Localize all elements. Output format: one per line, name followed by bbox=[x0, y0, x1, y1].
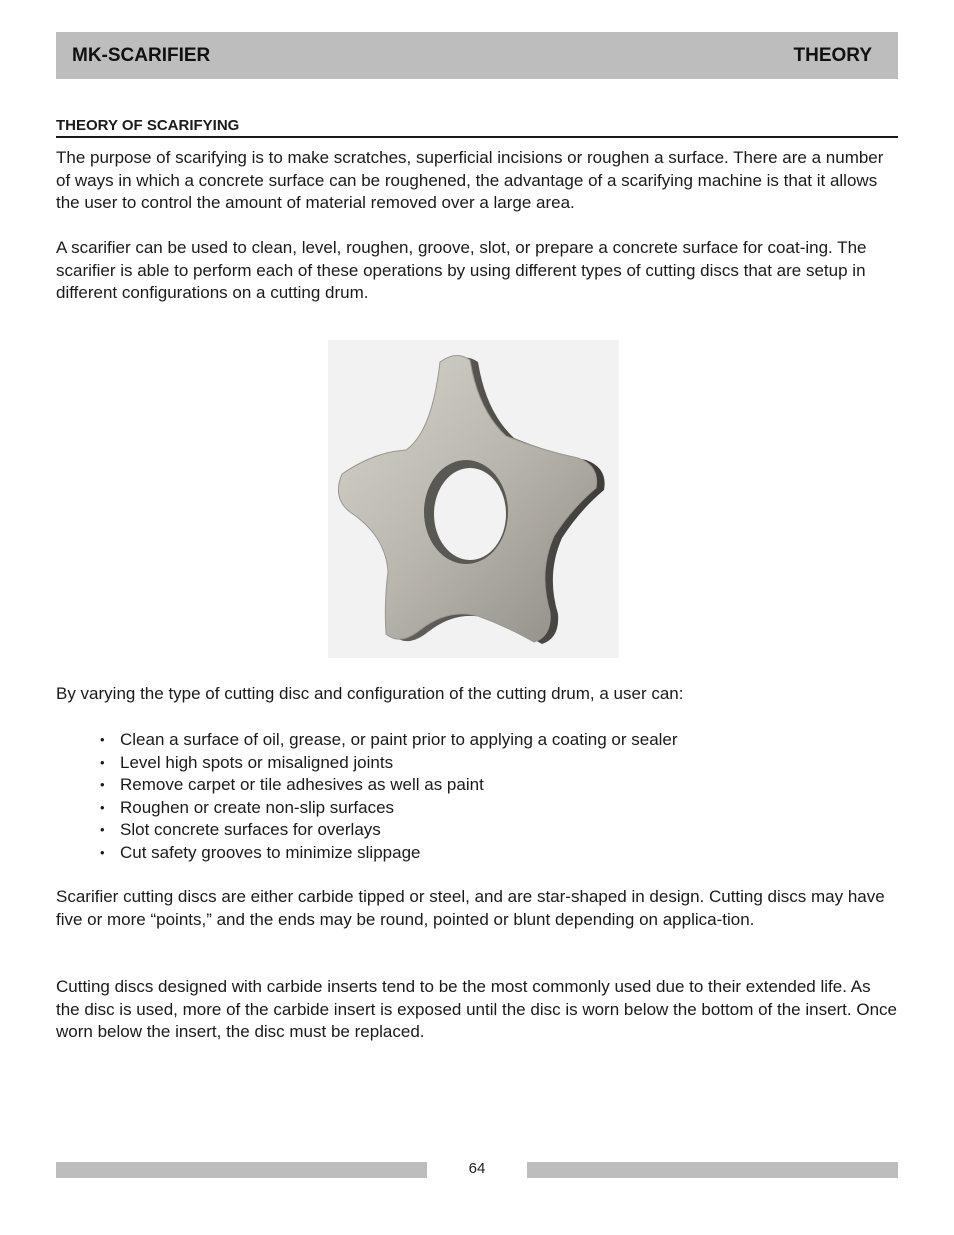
bullet-icon: • bbox=[100, 822, 105, 837]
list-item bbox=[100, 819, 880, 842]
list-item bbox=[100, 842, 880, 865]
bullet-icon: • bbox=[100, 844, 105, 860]
header-right-title: THEORY bbox=[793, 44, 872, 66]
list-item-text: Cut safety grooves to minimize slippage bbox=[120, 842, 421, 862]
bullet-icon: • bbox=[100, 732, 105, 747]
paragraph-uses: A scarifier can be used to clean, level, roughen, groove, slot, or prepare a concrete surface for coat-ing. The scarifier is able to perform each of these operations by using different types of cutting discs that are setup in different configurations on a cutting drum. bbox=[56, 238, 867, 302]
list-item bbox=[100, 774, 880, 797]
list-item bbox=[100, 729, 880, 752]
list-item-text: Clean a surface of oil, grease, or paint prior to applying a coating or sealer bbox=[120, 730, 678, 749]
bullet-icon: • bbox=[100, 754, 105, 770]
header-left-title: MK-SCARIFIER bbox=[72, 44, 211, 66]
paragraph-disc-types: Scarifier cutting discs are either carbide tipped or steel, and are star-shaped in design. Cutting discs may have five or more “points,” and the ends may be round, pointed or blunt depending on applica-tion. bbox=[56, 887, 885, 929]
cutting-disc-figure bbox=[328, 340, 619, 658]
star-cutting-disc-icon bbox=[328, 340, 619, 658]
bullet-icon: • bbox=[100, 799, 105, 815]
list-item bbox=[100, 752, 880, 775]
list-item bbox=[100, 797, 880, 820]
bullet-icon: • bbox=[100, 777, 105, 792]
page-number: 64 bbox=[468, 1160, 486, 1177]
list-item-text: Slot concrete surfaces for overlays bbox=[120, 820, 381, 839]
paragraph-user-can: By varying the type of cutting disc and configuration of the cutting drum, a user can: bbox=[56, 684, 684, 703]
list-item-text: Level high spots or misaligned joints bbox=[120, 752, 394, 772]
footer-bar-right bbox=[527, 1162, 898, 1178]
paragraph-purpose: The purpose of scarifying is to make scratches, superficial incisions or roughen a surface. There are a number of ways in which a concrete surface can be roughened, the advantage of a scarifying machine is that it allows the user to control the amount of material removed over a large area. bbox=[56, 148, 884, 212]
footer-bar-left bbox=[56, 1162, 427, 1178]
paragraph-carbide-inserts: Cutting discs designed with carbide inserts tend to be the most commonly used due to their extended life. As the disc is used, more of the carbide insert is exposed until the disc is worn below the bottom of the insert. Once worn below the insert, the disc must be replaced. bbox=[56, 977, 897, 1041]
list-item-text: Roughen or create non-slip surfaces bbox=[120, 797, 395, 817]
page-header bbox=[56, 32, 898, 79]
section-heading: THEORY OF SCARIFYING bbox=[56, 117, 898, 138]
capabilities-list bbox=[100, 729, 880, 864]
list-item-text: Remove carpet or tile adhesives as well as paint bbox=[120, 775, 484, 794]
